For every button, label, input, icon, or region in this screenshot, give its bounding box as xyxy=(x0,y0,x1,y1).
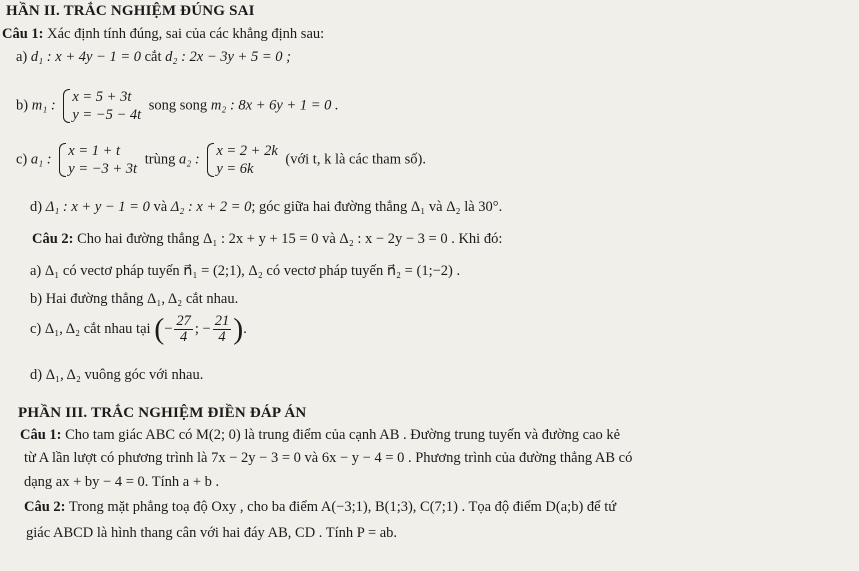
q1-intro-line xyxy=(2,25,324,43)
part3-heading: PHẦN III. TRẮC NGHIỆM ĐIỀN ĐÁP ÁN xyxy=(18,405,307,421)
q1c-system-2 xyxy=(207,142,277,178)
q1b-system xyxy=(63,88,141,124)
q2-statement-d xyxy=(30,366,203,384)
q2a-label: a) xyxy=(30,263,42,279)
q2c-frac-x xyxy=(174,314,193,345)
q2c-frac-x-num: 27 xyxy=(176,313,191,329)
q1c-sys-x: x = 1 + t xyxy=(68,143,121,159)
q1b-line-m2: m₂ : 8x + 6y + 1 = 0 . xyxy=(210,97,339,114)
p3-q1-line3: dạng ax + by − 4 = 0. Tính a + b . xyxy=(24,474,220,490)
q1d-rest: ; góc giữa hai đường thẳng Δ₁ và Δ₂ là 30°. xyxy=(251,199,503,215)
p3-q2-line2: giác ABCD là hình thang cân với hai đáy AB, CD . Tính P = ab. xyxy=(26,525,398,541)
p3-q1-text1: Cho tam giác ABC có M(2; 0) là trung điểm của cạnh AB . Đường trung tuyến và đường cao kẻ xyxy=(65,427,621,443)
q1b-label: b) xyxy=(16,97,29,114)
q1-statement-d xyxy=(30,198,502,216)
q2b-text: Hai đường thẳng Δ₁, Δ₂ cắt nhau. xyxy=(45,291,239,307)
q1-statement-a xyxy=(16,48,291,66)
q2-statement-a xyxy=(30,262,460,280)
q2b-label: b) xyxy=(30,291,43,307)
q2-intro-line xyxy=(32,230,502,248)
q1d-line1: Δ₁ : x + y − 1 = 0 xyxy=(45,199,150,215)
q1c-sys-y2: y = 6k xyxy=(216,161,254,177)
q1a-mid: cắt xyxy=(144,49,162,65)
q1c-sys-y: y = −3 + 3t xyxy=(68,161,138,177)
q2c-open-paren: ( xyxy=(154,312,165,346)
q2c-frac-y-num: 21 xyxy=(214,313,230,329)
p3-q1-line1 xyxy=(20,426,620,444)
q1-intro: Xác định tính đúng, sai của các khẳng định sau: xyxy=(47,26,325,42)
q1c-note: (với t, k là các tham số). xyxy=(285,151,426,168)
p3-q2-text1: Trong mặt phẳng toạ độ Oxy , cho ba điểm A(−3;1), B(1;3), C(7;1) . Tọa độ điểm D(a;b) để tứ xyxy=(68,499,617,515)
q1b-mid: song song xyxy=(148,97,208,114)
p3-q2-label: Câu 2: xyxy=(24,499,66,515)
q2-statement-c: c) Δ₁, Δ₂ cắt nhau tại (− $\frac{27}{4}$ ; − $\frac{21}{4}$ ). xyxy=(30,312,247,346)
q1c-mid: trùng xyxy=(144,151,176,168)
q1c-name: a₁ : xyxy=(30,151,52,168)
q2c-label: c) xyxy=(30,320,42,337)
q1c-name2: a₂ : xyxy=(178,151,200,168)
q1d-line2: Δ₂ : x + 2 = 0 xyxy=(170,199,252,215)
q1b-sys-y: y = −5 − 4t xyxy=(72,107,142,123)
q2d-label: d) xyxy=(30,367,43,383)
q1-label: Câu 1: xyxy=(2,26,44,42)
q2c-frac-y xyxy=(213,314,232,345)
q2c-frac-y-den: 4 xyxy=(218,329,226,345)
q1b-sys-x: x = 5 + 3t xyxy=(72,89,132,105)
q1d-label: d) xyxy=(30,199,43,215)
q1c-sys-x2: x = 2 + 2k xyxy=(216,143,278,159)
q2c-close-paren: ) xyxy=(233,312,244,346)
q2c-text: Δ₁, Δ₂ cắt nhau tại xyxy=(44,320,151,337)
q1-statement-b xyxy=(16,88,339,124)
q1-statement-c xyxy=(16,142,426,178)
q2-intro: Cho hai đường thẳng Δ₁ : 2x + y + 15 = 0 và Δ₂ : x − 2y − 3 = 0 . Khi đó: xyxy=(77,231,503,247)
q1c-label: c) xyxy=(16,151,28,168)
q1a-line-d1: d₁ : x + 4y − 1 = 0 xyxy=(30,49,141,65)
q2c-frac-x-den: 4 xyxy=(180,329,188,345)
q2-statement-b xyxy=(30,290,238,308)
q1a-label: a) xyxy=(16,49,28,65)
q2d-text: Δ₁, Δ₂ vuông góc với nhau. xyxy=(45,367,204,383)
q1d-and: và xyxy=(153,199,168,215)
p3-q1-line2: từ A lần lượt có phương trình là 7x − 2y − 3 = 0 và 6x − y − 4 = 0 . Phương trình của đường thẳng AB có xyxy=(24,450,633,466)
part2-heading: HẦN II. TRẮC NGHIỆM ĐÚNG SAI xyxy=(6,3,255,19)
q1a-line-d2: d₂ : 2x − 3y + 5 = 0 ; xyxy=(165,49,291,65)
q1c-system-1 xyxy=(59,142,137,178)
q1b-name: m₁ : xyxy=(31,97,56,114)
q2a-text: Δ₁ có vectơ pháp tuyến n⃗₁ = (2;1), Δ₂ có vectơ pháp tuyến n⃗₂ = (1;−2) . xyxy=(44,263,461,279)
p3-q1-label: Câu 1: xyxy=(20,427,62,443)
p3-q2-line1 xyxy=(24,498,616,516)
q2-label: Câu 2: xyxy=(32,231,74,247)
